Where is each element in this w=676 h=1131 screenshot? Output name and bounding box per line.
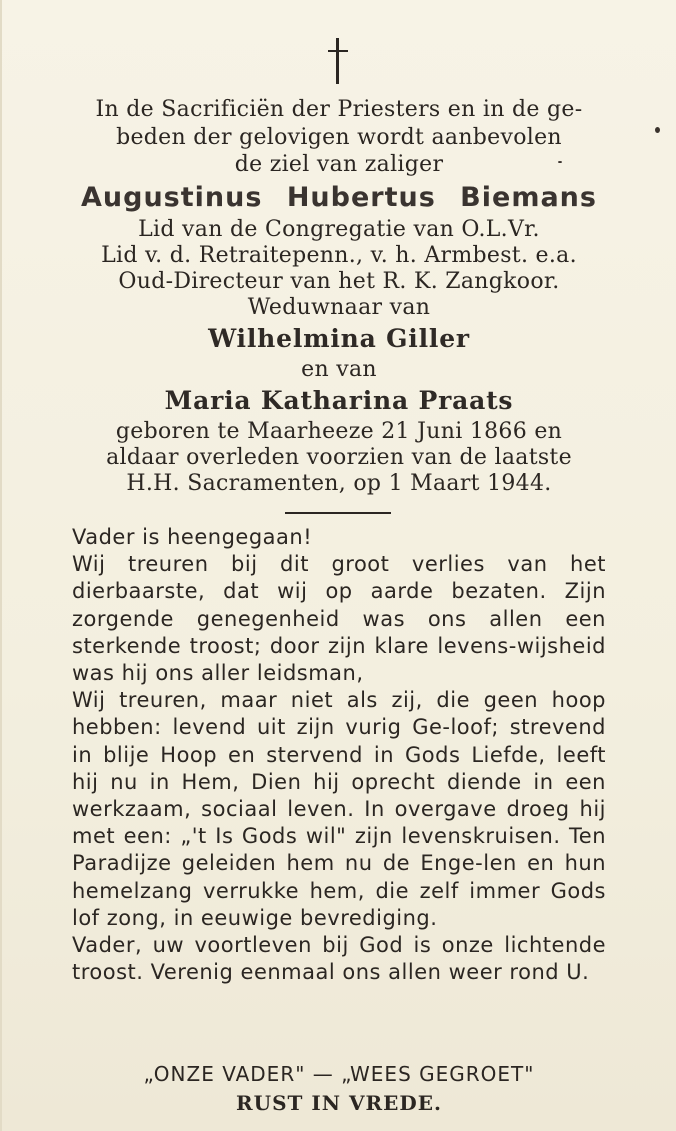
divider-line: [285, 512, 391, 514]
card-footer: [64, 1060, 614, 1118]
birth-line-2: aldaar overleden voorzien van de laatste: [106, 444, 572, 470]
role-line-1: Lid van de Congregatie van O.L.Vr.: [138, 216, 540, 242]
role-line-2: Lid v. d. Retraitepenn., v. h. Armbest. e.a.: [101, 242, 577, 268]
deceased-name: Augustinus Hubertus Biemans: [81, 181, 597, 213]
text-paragraph-3: Wij treuren, maar niet als zij, die geen hoop hebben: levend uit zijn vurig Ge-loof; strevend in blije Hoop en stervend in Gods Liefde, leeft hij nu in Hem, Dien hij oprecht diende in een werkzaam, sociaal leven. In overgave droeg hij met een: „'t Is Gods wil" zijn levenskruisen. Ten Paradijze geleiden hem nu de Enge-len en hun hemelzang verrukke hem, die zelf immer Gods lof zong, in eeuwige bevrediging.: [72, 688, 606, 930]
intro-line-2: beden der gelovigen wordt aanbevolen: [116, 124, 562, 150]
ink-speck: [655, 127, 660, 133]
prayers-line: „ONZE VADER" — „WEES GEGROET": [143, 1062, 535, 1086]
intro-line-1: In de Sacrificiën der Priesters en in de ge-: [95, 97, 583, 122]
spouse-name-1: Wilhelmina Giller: [208, 323, 470, 353]
intro-line-3: de ziel van zaliger: [234, 152, 444, 177]
text-paragraph-1: Vader is heengegaan!: [72, 525, 313, 549]
widower-label: Weduwnaar van: [247, 294, 431, 320]
rest-in-peace: RUST IN VREDE.: [236, 1091, 442, 1115]
spouse-name-2: Maria Katharina Praats: [164, 385, 514, 415]
memorial-text: [72, 524, 606, 986]
text-paragraph-4: Vader, uw voortleven bij God is onze lichtende troost. Verenig eenmaal ons allen weer rond U.: [72, 933, 606, 985]
role-line-3: Oud-Directeur van het R. K. Zangkoor.: [118, 268, 560, 294]
birth-line-1: geboren te Maarheeze 21 Juni 1866 en: [115, 418, 563, 444]
text-paragraph-2: Wij treuren bij dit groot verlies van het dierbaarste, dat wij op aarde bezaten. Zijn zorgende genegenheid was ons allen een sterkende troost; door zijn klare levens-wijsheid was hij ons aller leidsman,: [72, 552, 606, 686]
and-label: en van: [301, 356, 377, 382]
card-header: [64, 96, 614, 497]
cross-icon: [324, 38, 352, 84]
ink-speck: [558, 161, 562, 163]
birth-line-3: H.H. Sacramenten, op 1 Maart 1944.: [126, 470, 552, 496]
